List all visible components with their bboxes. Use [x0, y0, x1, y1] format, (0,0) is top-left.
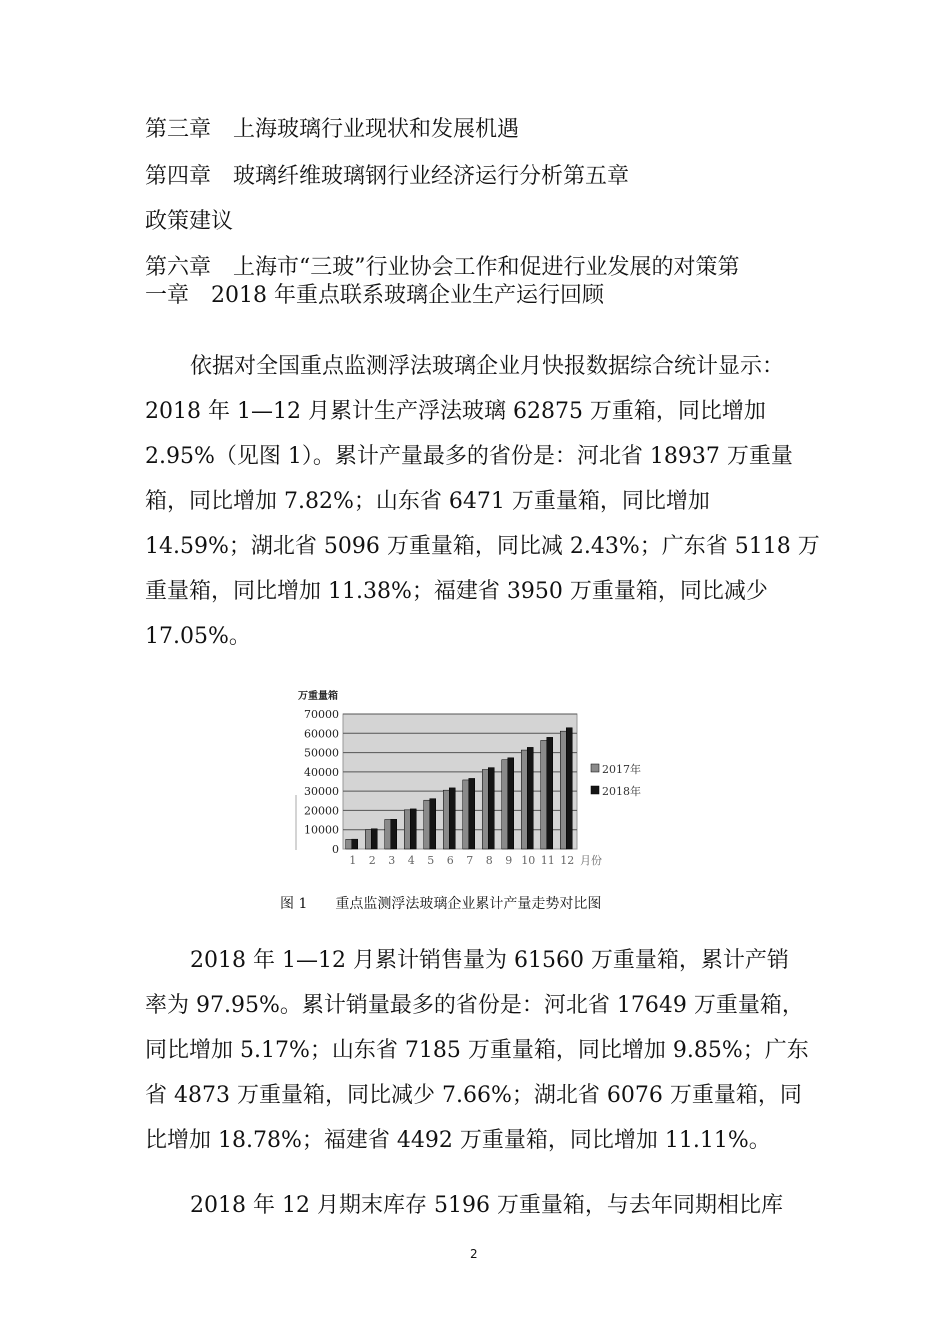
- bar-2018年: [410, 809, 416, 849]
- cumulative-production-chart: [280, 680, 660, 880]
- bar-2017年: [443, 790, 449, 849]
- bar-2017年: [521, 750, 527, 849]
- legend-label: 2017年: [602, 763, 641, 776]
- headings-line: 政策建议: [145, 209, 234, 234]
- bar-2017年: [541, 740, 547, 849]
- para3-line: 2018 年 12 月期末库存 5196 万重量箱，与去年同期相比库: [190, 1193, 783, 1218]
- para2-line: 同比增加 5.17%；山东省 7185 万重量箱，同比增加 9.85%；广东: [145, 1038, 809, 1063]
- bar-2017年: [365, 830, 371, 849]
- bar-2018年: [547, 737, 553, 849]
- bar-2017年: [560, 731, 566, 849]
- bar-2018年: [371, 829, 377, 849]
- bar-2018年: [352, 839, 358, 849]
- x-tick-label: 1: [349, 854, 357, 867]
- x-tick-label: 9: [505, 854, 513, 867]
- bar-2017年: [404, 810, 410, 849]
- legend-label: 2018年: [602, 785, 641, 798]
- x-tick-label: 8: [485, 854, 493, 867]
- y-tick-label: 0: [332, 843, 339, 856]
- x-tick-label: 2: [368, 854, 376, 867]
- bar-2018年: [566, 728, 572, 849]
- figure-caption: 图 1 重点监测浮法玻璃企业累计产量走势对比图: [280, 896, 602, 912]
- y-tick-label: 70000: [304, 708, 339, 721]
- bar-2017年: [502, 760, 508, 849]
- bar-2017年: [385, 819, 391, 849]
- para1-line: 17.05%。: [145, 624, 251, 649]
- y-tick-label: 40000: [304, 765, 339, 779]
- y-tick-label: 20000: [304, 804, 339, 818]
- para1-line: 14.59%；湖北省 5096 万重量箱，同比减 2.43%；广东省 5118 万: [145, 534, 820, 559]
- para1-line: 2018 年 1—12 月累计生产浮法玻璃 62875 万重箱，同比增加: [145, 399, 766, 424]
- x-tick-label: 5: [427, 854, 435, 867]
- bar-2018年: [469, 778, 475, 849]
- legend-swatch: [591, 786, 599, 794]
- para2-line: 2018 年 1—12 月累计销售量为 61560 万重量箱，累计产销: [190, 948, 789, 973]
- bar-2018年: [391, 819, 397, 849]
- para1-line: 2.95%（见图 1）。累计产量最多的省份是：河北省 18937 万重量: [145, 444, 793, 469]
- x-tick-label: 3: [388, 854, 396, 867]
- headings-line: 第三章 上海玻璃行业现状和发展机遇: [145, 117, 520, 142]
- bar-2018年: [449, 788, 455, 849]
- headings-line: 一章 2018 年重点联系玻璃企业生产运行回顾: [145, 283, 604, 308]
- x-tick-label: 12: [560, 854, 575, 867]
- x-tick-label: 11: [540, 854, 555, 867]
- bar-2018年: [508, 758, 514, 849]
- x-tick-label: 10: [521, 854, 536, 867]
- x-tick-label: 7: [466, 854, 474, 867]
- bar-2017年: [463, 780, 469, 849]
- para2-line: 省 4873 万重量箱，同比减少 7.66%；湖北省 6076 万重量箱，同: [145, 1083, 802, 1108]
- headings-line: 第六章 上海市“三玻”行业协会工作和促进行业发展的对策第: [145, 255, 740, 280]
- headings-line: 第四章 玻璃纤维玻璃钢行业经济运行分析第五章: [145, 164, 630, 189]
- bar-2018年: [430, 799, 436, 849]
- x-tick-label: 4: [407, 854, 415, 867]
- y-tick-label: 60000: [304, 727, 339, 741]
- para2-line: 率为 97.95%。累计销量最多的省份是：河北省 17649 万重量箱，: [145, 993, 804, 1018]
- x-tick-label: 6: [446, 854, 454, 867]
- y-axis-title: 万重量箱: [298, 691, 338, 702]
- y-tick-label: 30000: [304, 785, 339, 799]
- para2-line: 比增加 18.78%；福建省 4492 万重量箱，同比增加 11.11%。: [145, 1128, 771, 1153]
- bar-2017年: [424, 800, 430, 849]
- y-tick-label: 50000: [304, 746, 339, 760]
- y-tick-label: 10000: [304, 823, 339, 837]
- para1-line: 重量箱，同比增加 11.38%；福建省 3950 万重量箱，同比减少: [145, 579, 768, 604]
- para1-line: 依据对全国重点监测浮法玻璃企业月快报数据综合统计显示：: [190, 354, 785, 379]
- bar-2017年: [482, 770, 488, 849]
- bar-2018年: [488, 768, 494, 849]
- bar-2017年: [346, 839, 352, 849]
- legend-swatch: [591, 764, 599, 772]
- bar-2018年: [527, 747, 533, 849]
- page-number: 2: [470, 1247, 478, 1261]
- para1-line: 箱，同比增加 7.82%；山东省 6471 万重量箱，同比增加: [145, 489, 710, 514]
- x-axis-title: 月份: [580, 854, 602, 867]
